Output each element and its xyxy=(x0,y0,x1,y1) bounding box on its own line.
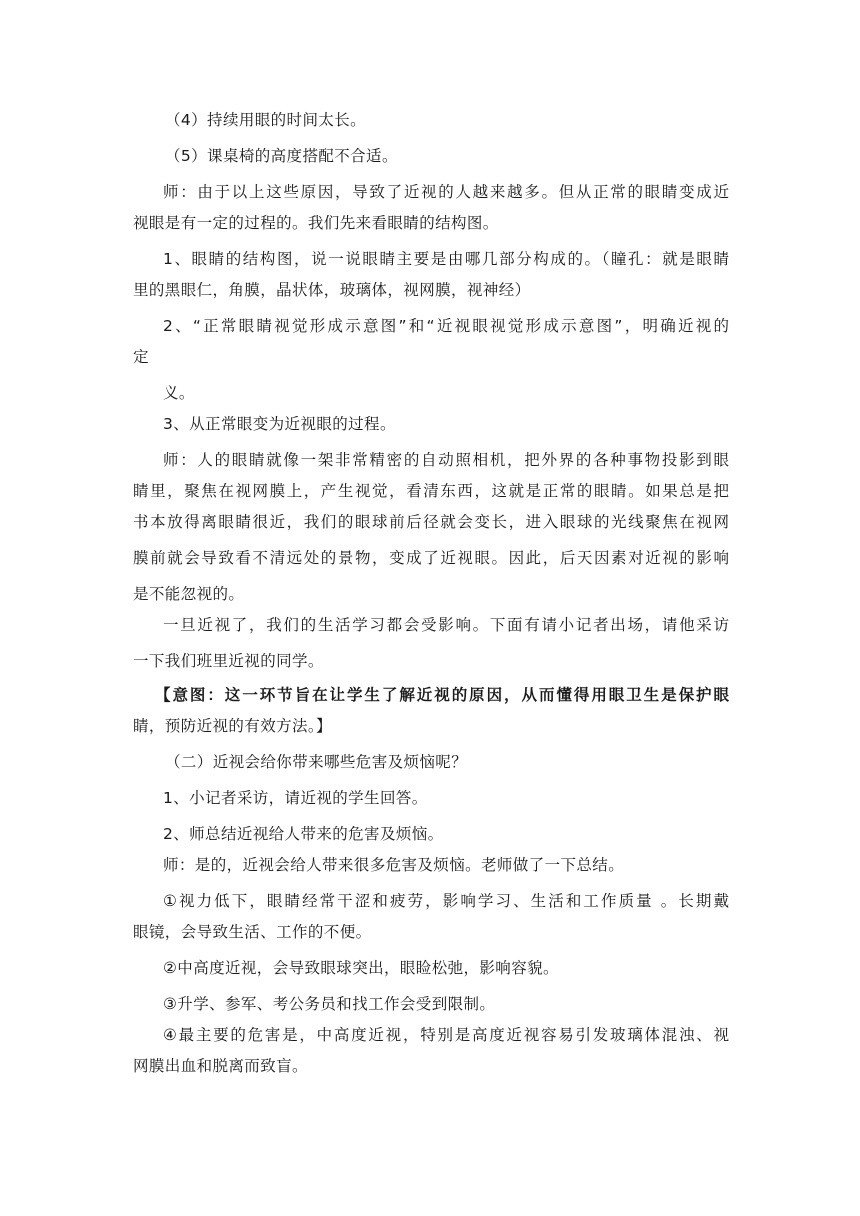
text-line: 2、“正常眼睛视觉形成示意图”和“近视眼视觉形成示意图”，明确近视的 xyxy=(163,317,729,335)
text-line: 书本放得离眼睛很近，我们的眼球前后径就会变长，进入眼球的光线聚焦在视网 xyxy=(133,513,729,531)
text-line: 膜前就会导致看不清远处的景物，变成了近视眼。因此，后天因素对近视的影响 xyxy=(133,549,729,567)
text-line: 师：由于以上这些原因，导致了近视的人越来越多。但从正常的眼睛变成近 xyxy=(163,183,729,201)
text-line: （4）持续用眼的时间太长。 xyxy=(165,111,367,129)
text-line: 定 xyxy=(133,348,149,366)
text-line: ④最主要的危害是，中高度近视，特别是高度近视容易引发玻璃体混浊、视 xyxy=(163,1026,729,1044)
text-line: 【意图：这一环节旨在让学生了解近视的原因，从而懂得用眼卫生是保护眼 xyxy=(155,686,729,704)
text-line: 1、眼睛的结构图，说一说眼睛主要是由哪几部分构成的。（瞳孔：就是眼睛 xyxy=(163,250,729,268)
text-line: ②中高度近视，会导致眼球突出，眼睑松弛，影响容貌。 xyxy=(163,959,559,977)
text-line: 网膜出血和脱离而致盲。 xyxy=(133,1057,308,1075)
text-line: 1、小记者采访，请近视的学生回答。 xyxy=(163,789,428,807)
text-line: 一下我们班里近视的同学。 xyxy=(133,652,324,670)
section-heading: （二）近视会给你带来哪些危害及烦恼呢？ xyxy=(165,753,468,771)
text-line: 眼镜，会导致生活、工作的不便。 xyxy=(133,923,372,941)
text-line: 一旦近视了，我们的生活学习都会受影响。下面有请小记者出场，请他采访 xyxy=(163,616,729,634)
text-line: 师：人的眼睛就像一架非常精密的自动照相机，把外界的各种事物投影到眼 xyxy=(163,451,729,469)
text-line: 里的黑眼仁，角膜，晶状体，玻璃体，视网膜，视神经） xyxy=(133,281,531,299)
text-line: 是不能忽视的。 xyxy=(133,585,245,603)
text-line: 睛里，聚焦在视网膜上，产生视觉，看清东西，这就是正常的眼睛。如果总是把 xyxy=(133,482,729,500)
text-line: 睛，预防近视的有效方法。】 xyxy=(133,717,332,735)
text-line: 2、师总结近视给人带来的危害及烦恼。 xyxy=(163,825,444,843)
text-line: 师：是的，近视会给人带来很多危害及烦恼。老师做了一下总结。 xyxy=(163,856,625,874)
text-line: 视眼是有一定的过程的。我们先来看眼睛的结构图。 xyxy=(133,214,499,232)
text-line: ③升学、参军、考公务员和找工作会受到限制。 xyxy=(163,995,496,1013)
text-line: 3、从正常眼变为近视眼的过程。 xyxy=(163,415,396,433)
text-line: （5）课桌椅的高度搭配不合适。 xyxy=(165,147,398,165)
text-line: 义。 xyxy=(163,384,195,402)
text-line: ①视力低下，眼睛经常干涩和疲劳，影响学习、生活和工作质量 。长期戴 xyxy=(163,892,729,910)
